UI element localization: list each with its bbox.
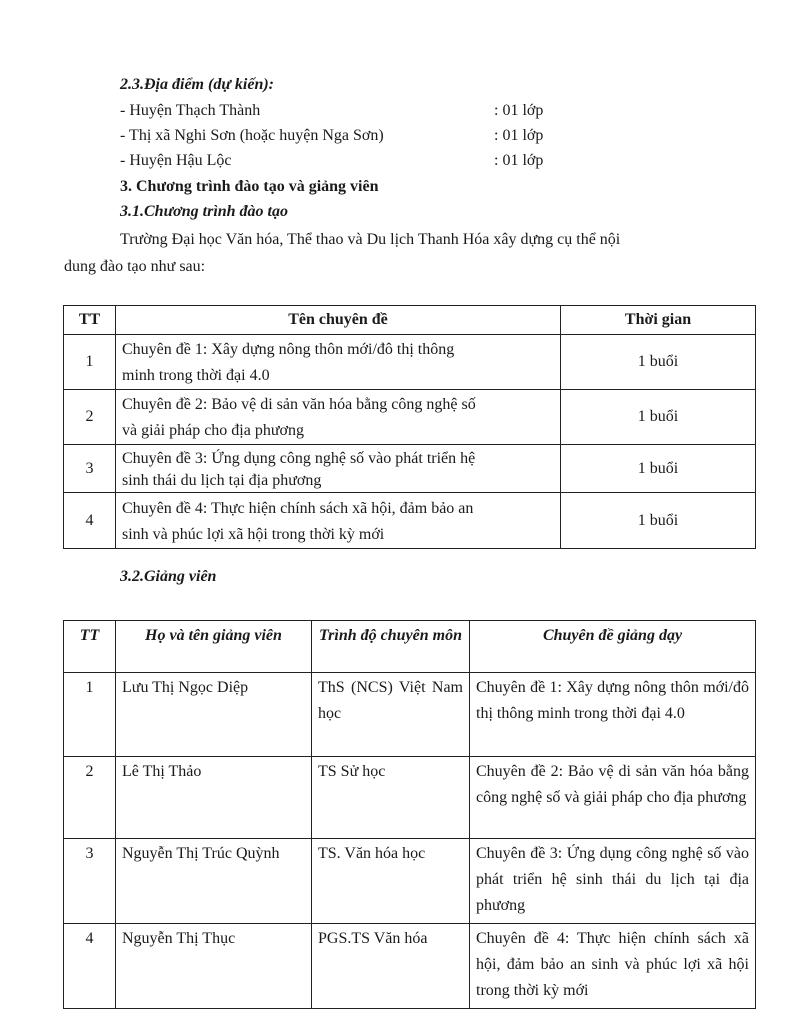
row-tt: 2 (64, 390, 116, 445)
row-topic (116, 493, 561, 549)
row-topic-line1: Chuyên đề 3: Ứng dụng công nghệ số vào phát triển hệ (122, 449, 476, 467)
header-topic: Chuyên đề giảng dạy (470, 621, 756, 673)
row-topic-line1: Chuyên đề 1: Xây dựng nông thôn mới/đô thị thông (122, 341, 455, 358)
row-tt: 3 (64, 839, 116, 924)
table-row (64, 757, 756, 839)
row-tt: 1 (64, 673, 116, 757)
table-row (64, 445, 756, 493)
row-topic-line2: và giải pháp cho địa phương (122, 422, 304, 439)
location-count: : 01 lớp (494, 102, 544, 119)
header-topic: Tên chuyên đề (116, 306, 561, 335)
row-time: 1 buổi (561, 493, 756, 549)
row-degree: ThS (NCS) Việt Nam học (312, 673, 470, 757)
row-lecturer-name: Lưu Thị Ngọc Diệp (116, 673, 312, 757)
program-table (63, 305, 756, 549)
row-time: 1 buổi (561, 335, 756, 390)
location-count: : 01 lớp (494, 127, 544, 144)
table-header-row (64, 306, 756, 335)
subsection-heading-lecturers: 3.2.Giảng viên (120, 568, 217, 585)
row-topic (116, 390, 561, 445)
row-degree: PGS.TS Văn hóa (312, 924, 470, 1009)
section-heading-location: 2.3.Địa điểm (dự kiến): (120, 76, 275, 93)
row-time: 1 buổi (561, 445, 756, 493)
lecturer-table (63, 620, 756, 1009)
row-topic: Chuyên đề 4: Thực hiện chính sách xã hội, đảm bảo an sinh và phúc lợi xã hội trong thời kỳ mới (470, 924, 756, 1009)
table-row (64, 335, 756, 390)
table-row (64, 924, 756, 1009)
row-tt: 2 (64, 757, 116, 839)
header-tt: TT (64, 306, 116, 335)
row-topic-line2: minh trong thời đại 4.0 (122, 367, 270, 384)
section-heading-program: 3. Chương trình đào tạo và giảng viên (120, 178, 379, 195)
row-tt: 4 (64, 924, 116, 1009)
table-row (64, 673, 756, 757)
table-row (64, 839, 756, 924)
row-lecturer-name: Nguyễn Thị Thục (116, 924, 312, 1009)
intro-paragraph-line2: dung đào tạo như sau: (64, 258, 206, 275)
header-time: Thời gian (561, 306, 756, 335)
row-topic-line1: Chuyên đề 2: Bảo vệ di sản văn hóa bằng công nghệ số (122, 396, 476, 413)
table-row (64, 390, 756, 445)
table-row (64, 493, 756, 549)
row-topic-line1: Chuyên đề 4: Thực hiện chính sách xã hội, đảm bảo an (122, 499, 474, 517)
table-header-row (64, 621, 756, 673)
location-name: - Huyện Hậu Lộc (120, 152, 232, 169)
row-lecturer-name: Nguyễn Thị Trúc Quỳnh (116, 839, 312, 924)
location-name: - Thị xã Nghi Sơn (hoặc huyện Nga Sơn) (120, 127, 384, 144)
row-topic-line2: sinh thái du lịch tại địa phương (122, 471, 322, 489)
header-degree: Trình độ chuyên môn (312, 621, 470, 673)
location-count: : 01 lớp (494, 152, 544, 169)
row-degree: TS Sử học (312, 757, 470, 839)
row-tt: 3 (64, 445, 116, 493)
row-time: 1 buổi (561, 390, 756, 445)
row-topic: Chuyên đề 2: Bảo vệ di sản văn hóa bằng công nghệ số và giải pháp cho địa phương (470, 757, 756, 839)
subsection-heading-program: 3.1.Chương trình đào tạo (120, 203, 288, 220)
row-tt: 1 (64, 335, 116, 390)
intro-paragraph-line1: Trường Đại học Văn hóa, Thể thao và Du lịch Thanh Hóa xây dựng cụ thể nội (120, 231, 621, 248)
row-degree: TS. Văn hóa học (312, 839, 470, 924)
row-lecturer-name: Lê Thị Thảo (116, 757, 312, 839)
row-topic (116, 445, 561, 493)
row-topic (116, 335, 561, 390)
header-tt: TT (64, 621, 116, 673)
row-topic-line2: sinh và phúc lợi xã hội trong thời kỳ mới (122, 525, 385, 543)
header-name: Họ và tên giảng viên (116, 621, 312, 673)
row-tt: 4 (64, 493, 116, 549)
row-topic: Chuyên đề 1: Xây dựng nông thôn mới/đô thị thông minh trong thời đại 4.0 (470, 673, 756, 757)
location-name: - Huyện Thạch Thành (120, 102, 261, 119)
row-topic: Chuyên đề 3: Ứng dụng công nghệ số vào phát triển hệ sinh thái du lịch tại địa phương (470, 839, 756, 924)
